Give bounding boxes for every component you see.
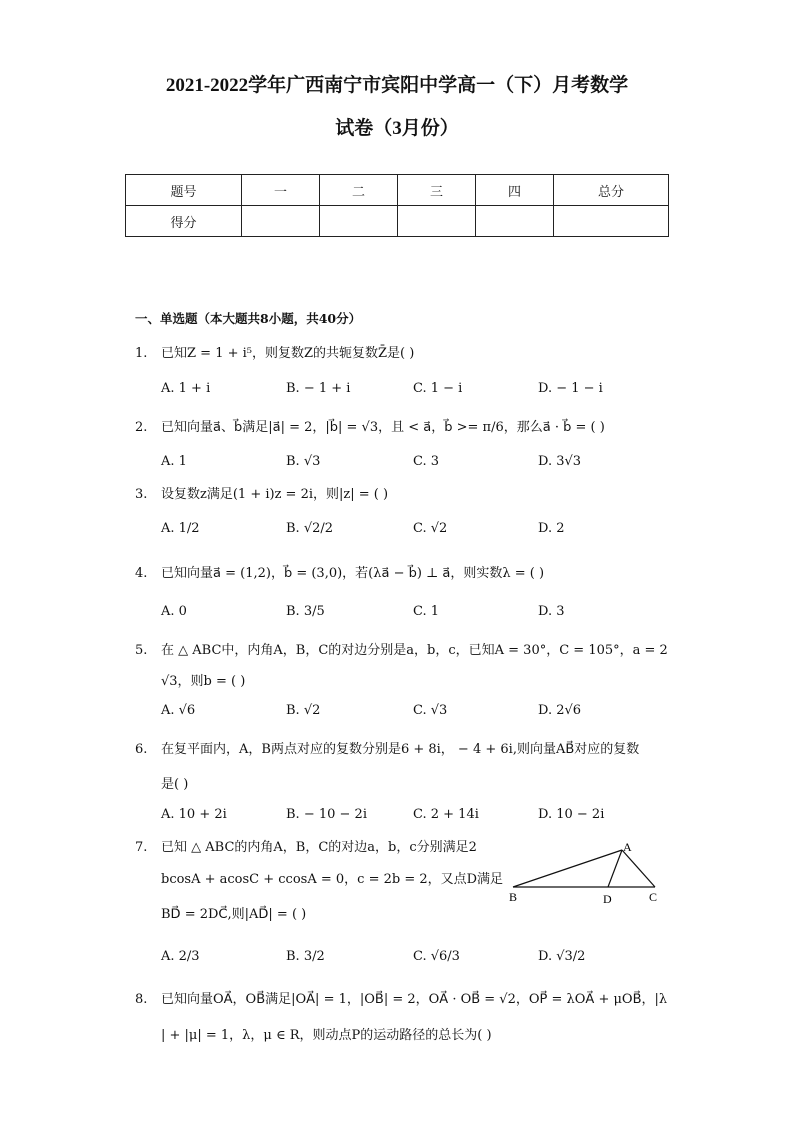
title-line-2: 试卷（3月份）: [335, 118, 459, 139]
question-number: 6.: [135, 742, 148, 757]
triangle-edge-ba: [513, 850, 622, 887]
options-1: [161, 381, 661, 401]
score-row-cell: [398, 206, 476, 237]
option-c[interactable]: C. √6/3: [413, 949, 460, 964]
question-8: [135, 990, 667, 1010]
options-4: [161, 604, 661, 624]
label-c: C: [649, 890, 658, 904]
question-number: 3.: [135, 487, 148, 502]
question-6: [135, 740, 639, 760]
question-number: 7.: [135, 840, 148, 855]
option-c[interactable]: C. 1 − i: [413, 381, 463, 396]
question-text: 已知Z = 1 + i⁵，则复数Z的共轭复数Z̄是( ): [161, 346, 415, 361]
score-header-cell: 一: [242, 175, 320, 206]
option-c[interactable]: C. 1: [413, 604, 440, 619]
question-3: [135, 485, 388, 505]
options-3: [161, 521, 661, 541]
option-b[interactable]: B. 3/2: [286, 949, 325, 964]
option-b[interactable]: B. √3: [286, 454, 321, 469]
score-header-cell: 三: [398, 175, 476, 206]
question-number: 8.: [135, 992, 148, 1007]
score-table-row: [126, 206, 669, 237]
option-d[interactable]: D. − 1 − i: [538, 381, 603, 396]
score-row-cell: [320, 206, 398, 237]
question-1: [135, 344, 414, 364]
score-table-header: [126, 175, 669, 206]
question-number: 2.: [135, 420, 148, 435]
question-number: 1.: [135, 346, 148, 361]
question-7: [135, 838, 477, 858]
option-d[interactable]: D. 2√6: [538, 703, 582, 718]
options-6: [161, 807, 661, 827]
question-text: 已知 △ ABC的内角A，B，C的对边a，b，c分别满足2: [161, 840, 477, 855]
label-a: A: [623, 843, 632, 854]
option-b[interactable]: B. √2/2: [286, 521, 334, 536]
option-a[interactable]: A. 1/2: [161, 521, 200, 536]
score-header-cell: 二: [320, 175, 398, 206]
option-a[interactable]: A. 1: [161, 454, 187, 469]
score-header-cell: 总分: [554, 175, 669, 206]
option-c[interactable]: C. √2: [413, 521, 448, 536]
question-5-continuation: √3，则b = ( ): [161, 674, 246, 689]
label-d: D: [603, 892, 612, 905]
score-row-cell: 得分: [126, 206, 242, 237]
options-2: [161, 454, 661, 474]
option-c[interactable]: C. √3: [413, 703, 448, 718]
question-text: 在 △ ABC中，内角A，B，C的对边分别是a，b，c，已知A = 30°，C = 105°，a = 2: [161, 643, 668, 658]
score-row-cell: [242, 206, 320, 237]
triangle-edge-ac: [622, 850, 655, 887]
segment-ad: [608, 850, 622, 887]
question-number: 5.: [135, 643, 148, 658]
question-5: [135, 641, 668, 661]
option-a[interactable]: A. 1 + i: [161, 381, 211, 396]
option-d[interactable]: D. 10 − 2i: [538, 807, 605, 822]
options-7: [161, 949, 661, 969]
section-heading: 一、单选题（本大题共8小题，共40分）: [135, 311, 362, 326]
option-c[interactable]: C. 3: [413, 454, 440, 469]
question-text: 在复平面内，A，B两点对应的复数分别是6 + 8i， − 4 + 6i,则向量AB⃗对应的复数: [161, 742, 640, 757]
option-b[interactable]: B. − 1 + i: [286, 381, 351, 396]
option-a[interactable]: A. 2/3: [161, 949, 200, 964]
option-a[interactable]: A. √6: [161, 703, 196, 718]
question-text: 已知向量a⃗ = (1,2)，b⃗ = (3,0)，若(λa⃗ − b⃗) ⊥ a⃗，则实数λ = ( ): [161, 566, 545, 581]
option-c[interactable]: C. 2 + 14i: [413, 807, 479, 822]
title-line-1: 2021-2022学年广西南宁市宾阳中学高一（下）月考数学: [165, 75, 629, 96]
options-5: [161, 703, 661, 723]
score-header-cell: 四: [476, 175, 554, 206]
option-a[interactable]: A. 10 + 2i: [161, 807, 227, 822]
question-text: 设复数z满足(1 + i)z = 2i，则|z| = ( ): [161, 487, 389, 502]
triangle-figure: [505, 843, 665, 905]
option-b[interactable]: B. √2: [286, 703, 321, 718]
option-a[interactable]: A. 0: [161, 604, 187, 619]
label-b: B: [509, 890, 518, 904]
option-b[interactable]: B. 3/5: [286, 604, 325, 619]
question-text: 已知向量a⃗、b⃗满足|a⃗| = 2，|b⃗| = √3，且 < a⃗，b⃗ >= π/6，那么a⃗ · b⃗ = ( ): [161, 420, 605, 435]
question-number: 4.: [135, 566, 148, 581]
option-d[interactable]: D. 2: [538, 521, 565, 536]
question-8-continuation: | + |μ| = 1，λ，μ ∈ R，则动点P的运动路径的总长为( ): [161, 1028, 492, 1043]
option-d[interactable]: D. 3: [538, 604, 565, 619]
option-b[interactable]: B. − 10 − 2i: [286, 807, 367, 822]
question-4: [135, 564, 544, 584]
question-6-continuation: 是( ): [161, 777, 189, 792]
option-d[interactable]: D. 3√3: [538, 454, 582, 469]
question-7-continuation: bcosA + acosC + ccosA = 0，c = 2b = 2，又点D满足: [161, 872, 504, 887]
score-row-cell: [476, 206, 554, 237]
score-table: [125, 174, 669, 237]
score-header-cell: 题号: [126, 175, 242, 206]
question-text: 已知向量OA⃗，OB⃗满足|OA⃗| = 1，|OB⃗| = 2，OA⃗ · OB⃗ = √2，OP⃗ = λOA⃗ + μOB⃗，|λ: [161, 992, 668, 1007]
option-d[interactable]: D. √3/2: [538, 949, 586, 964]
question-2: [135, 418, 605, 438]
question-7-continuation: BD⃗ = 2DC⃗,则|AD⃗| = ( ): [161, 907, 307, 922]
score-row-cell: [554, 206, 669, 237]
